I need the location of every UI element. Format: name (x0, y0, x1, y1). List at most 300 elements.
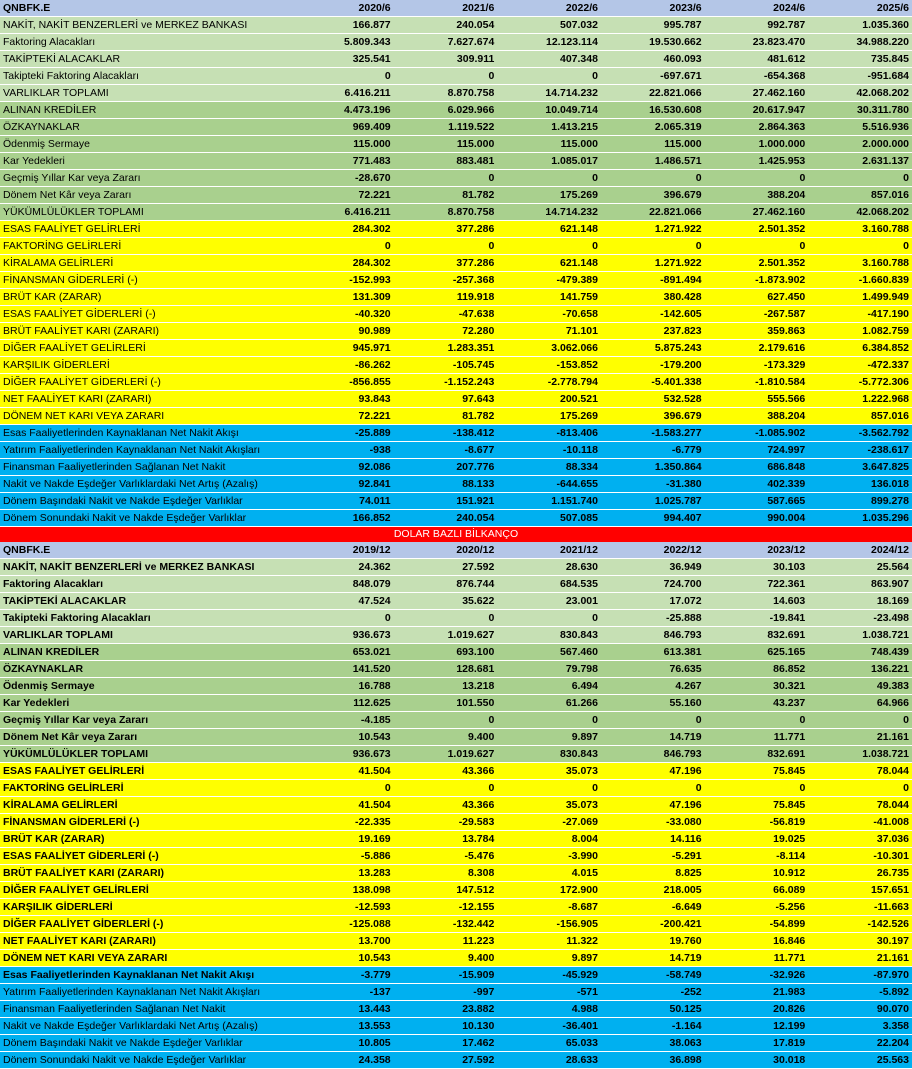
table-row (0, 51, 912, 68)
row-label: KARŞILIK GİDERLERİ (0, 899, 290, 916)
row-label: Ödenmiş Sermaye (0, 136, 290, 153)
row-value: 11.771 (705, 950, 809, 967)
row-value: 0 (497, 780, 601, 797)
row-value: 30.103 (705, 559, 809, 576)
row-label: Yatırım Faaliyetlerinden Kaynaklanan Net Nakit Akışları (0, 984, 290, 1001)
table-row (0, 442, 912, 459)
row-label: BRÜT KAR (ZARAR) (0, 289, 290, 306)
table-row (0, 374, 912, 391)
row-value: 2.501.352 (705, 221, 809, 238)
row-value: 10.805 (290, 1035, 394, 1052)
row-value: 13.700 (290, 933, 394, 950)
row-label: Geçmiş Yıllar Kar veya Zararı (0, 170, 290, 187)
table-row (0, 272, 912, 289)
row-value: 16.530.608 (601, 102, 705, 119)
row-value: 166.877 (290, 17, 394, 34)
row-value: 724.997 (705, 442, 809, 459)
row-value: 30.018 (705, 1052, 809, 1069)
row-value: 36.898 (601, 1052, 705, 1069)
row-value: 49.383 (808, 678, 912, 695)
row-value: 43.237 (705, 695, 809, 712)
row-value: 21.161 (808, 950, 912, 967)
row-value: 10.912 (705, 865, 809, 882)
row-value: 14.719 (601, 950, 705, 967)
row-value: -87.970 (808, 967, 912, 984)
row-value: 36.949 (601, 559, 705, 576)
row-value: 1.425.953 (705, 153, 809, 170)
row-value: 1.025.787 (601, 493, 705, 510)
table-row (0, 984, 912, 1001)
row-value: 284.302 (290, 255, 394, 272)
row-value: 9.897 (497, 729, 601, 746)
row-value: 325.541 (290, 51, 394, 68)
row-value: -1.164 (601, 1018, 705, 1035)
row-value: 735.845 (808, 51, 912, 68)
table-row (0, 425, 912, 442)
row-value: 19.530.662 (601, 34, 705, 51)
row-value: 41.504 (290, 763, 394, 780)
table-row (0, 391, 912, 408)
row-value: -3.779 (290, 967, 394, 984)
row-value: 71.101 (497, 323, 601, 340)
row-value: -8.114 (705, 848, 809, 865)
row-value: -267.587 (705, 306, 809, 323)
table-row (0, 204, 912, 221)
column-header: 2020/6 (290, 0, 394, 17)
row-value: 207.776 (394, 459, 498, 476)
row-value: 72.221 (290, 187, 394, 204)
row-value: -571 (497, 984, 601, 1001)
row-value: 748.439 (808, 644, 912, 661)
row-value: 240.054 (394, 510, 498, 527)
row-value: -6.779 (601, 442, 705, 459)
row-value: 0 (497, 712, 601, 729)
row-value: 101.550 (394, 695, 498, 712)
row-value: 4.267 (601, 678, 705, 695)
row-value: 1.283.351 (394, 340, 498, 357)
row-value: 97.643 (394, 391, 498, 408)
row-value: 17.819 (705, 1035, 809, 1052)
table-row (0, 678, 912, 695)
row-value: 969.409 (290, 119, 394, 136)
row-value: 5.516.936 (808, 119, 912, 136)
row-value: -32.926 (705, 967, 809, 984)
row-value: -56.819 (705, 814, 809, 831)
table-row (0, 34, 912, 51)
row-value: 407.348 (497, 51, 601, 68)
table-row (0, 916, 912, 933)
table-row (0, 644, 912, 661)
row-label: DİĞER FAALİYET GELİRLERİ (0, 882, 290, 899)
row-value: -1.583.277 (601, 425, 705, 442)
row-value: 0 (705, 712, 809, 729)
financial-table-try (0, 0, 912, 527)
row-value: 1.151.740 (497, 493, 601, 510)
row-value: -25.888 (601, 610, 705, 627)
row-value: 35.073 (497, 763, 601, 780)
table-row (0, 831, 912, 848)
row-value: 14.719 (601, 729, 705, 746)
row-value: 28.633 (497, 1052, 601, 1069)
row-value: 876.744 (394, 576, 498, 593)
row-value: -644.655 (497, 476, 601, 493)
row-value: -179.200 (601, 357, 705, 374)
row-value: 309.911 (394, 51, 498, 68)
row-label: FİNANSMAN GİDERLERİ (-) (0, 272, 290, 289)
row-value: 136.018 (808, 476, 912, 493)
section-banner: DOLAR BAZLI BİLKANÇO (0, 527, 912, 542)
row-value: -1.152.243 (394, 374, 498, 391)
table-row (0, 763, 912, 780)
row-value: 380.428 (601, 289, 705, 306)
row-value: 1.000.000 (705, 136, 809, 153)
row-value: 88.334 (497, 459, 601, 476)
row-value: 0 (705, 238, 809, 255)
row-value: 945.971 (290, 340, 394, 357)
table-row (0, 187, 912, 204)
row-value: 12.123.114 (497, 34, 601, 51)
row-label: NET FAALİYET KARI (ZARARI) (0, 933, 290, 950)
row-value: 8.308 (394, 865, 498, 882)
row-value: 61.266 (497, 695, 601, 712)
row-value: -138.412 (394, 425, 498, 442)
row-label: Esas Faaliyetlerinden Kaynaklanan Net Nakit Akışı (0, 425, 290, 442)
table-row (0, 289, 912, 306)
row-value: 66.089 (705, 882, 809, 899)
row-value: -125.088 (290, 916, 394, 933)
row-label: BRÜT FAALİYET KARI (ZARARI) (0, 323, 290, 340)
column-header: 2022/12 (601, 542, 705, 559)
row-value: 19.169 (290, 831, 394, 848)
row-label: KİRALAMA GELİRLERİ (0, 255, 290, 272)
row-value: -5.291 (601, 848, 705, 865)
row-value: -137 (290, 984, 394, 1001)
row-value: -891.494 (601, 272, 705, 289)
row-label: ESAS FAALİYET GİDERLERİ (-) (0, 848, 290, 865)
row-value: 64.966 (808, 695, 912, 712)
row-value: 8.004 (497, 831, 601, 848)
table-row (0, 238, 912, 255)
row-value: -10.301 (808, 848, 912, 865)
row-value: 138.098 (290, 882, 394, 899)
ticker-label: QNBFK.E (0, 0, 290, 17)
row-value: 8.870.758 (394, 204, 498, 221)
row-value: 200.521 (497, 391, 601, 408)
row-value: 23.001 (497, 593, 601, 610)
row-value: 43.366 (394, 797, 498, 814)
row-value: 90.989 (290, 323, 394, 340)
row-label: Nakit ve Nakde Eşdeğer Varlıklardaki Net Artış (Azalış) (0, 476, 290, 493)
row-value: 857.016 (808, 187, 912, 204)
row-value: 377.286 (394, 255, 498, 272)
row-value: 8.825 (601, 865, 705, 882)
row-value: 25.563 (808, 1052, 912, 1069)
column-header: 2021/12 (497, 542, 601, 559)
row-label: Ödenmiş Sermaye (0, 678, 290, 695)
table-row (0, 593, 912, 610)
row-value: 119.918 (394, 289, 498, 306)
row-value: 0 (808, 712, 912, 729)
row-value: -1.873.902 (705, 272, 809, 289)
row-label: DÖNEM NET KARI VEYA ZARARI (0, 408, 290, 425)
table-header-row (0, 0, 912, 17)
row-value: 994.407 (601, 510, 705, 527)
row-value: 1.271.922 (601, 255, 705, 272)
row-label: TAKİPTEKİ ALACAKLAR (0, 593, 290, 610)
row-value: 0 (601, 238, 705, 255)
row-value: -8.687 (497, 899, 601, 916)
row-label: ÖZKAYNAKLAR (0, 661, 290, 678)
row-value: 10.543 (290, 950, 394, 967)
row-value: 830.843 (497, 627, 601, 644)
row-value: 112.625 (290, 695, 394, 712)
row-value: 6.384.852 (808, 340, 912, 357)
row-value: 14.714.232 (497, 85, 601, 102)
row-value: -417.190 (808, 306, 912, 323)
row-value: 38.063 (601, 1035, 705, 1052)
row-value: -40.320 (290, 306, 394, 323)
row-value: 625.165 (705, 644, 809, 661)
row-value: 2.501.352 (705, 255, 809, 272)
row-value: 848.079 (290, 576, 394, 593)
row-value: 0 (601, 712, 705, 729)
row-value: 81.782 (394, 187, 498, 204)
table-body (0, 559, 912, 1069)
row-value: -2.778.794 (497, 374, 601, 391)
table-row (0, 1001, 912, 1018)
row-value: -997 (394, 984, 498, 1001)
row-value: 693.100 (394, 644, 498, 661)
row-value: 1.413.215 (497, 119, 601, 136)
row-value: 621.148 (497, 255, 601, 272)
row-value: -47.638 (394, 306, 498, 323)
row-value: 3.358 (808, 1018, 912, 1035)
row-value: 27.592 (394, 1052, 498, 1069)
row-label: Geçmiş Yıllar Kar veya Zararı (0, 712, 290, 729)
table-row (0, 729, 912, 746)
row-value: 13.283 (290, 865, 394, 882)
row-value: 722.361 (705, 576, 809, 593)
row-value: 2.864.363 (705, 119, 809, 136)
row-value: 555.566 (705, 391, 809, 408)
row-value: 93.843 (290, 391, 394, 408)
row-value: 1.038.721 (808, 627, 912, 644)
row-label: ESAS FAALİYET GELİRLERİ (0, 763, 290, 780)
row-value: -86.262 (290, 357, 394, 374)
row-value: 3.062.066 (497, 340, 601, 357)
row-label: FİNANSMAN GİDERLERİ (-) (0, 814, 290, 831)
row-value: 7.627.674 (394, 34, 498, 51)
row-value: -252 (601, 984, 705, 1001)
row-value: 35.622 (394, 593, 498, 610)
table-row (0, 695, 912, 712)
row-label: FAKTORİNG GELİRLERİ (0, 780, 290, 797)
row-label: TAKİPTEKİ ALACAKLAR (0, 51, 290, 68)
row-value: 686.848 (705, 459, 809, 476)
row-label: BRÜT KAR (ZARAR) (0, 831, 290, 848)
row-label: Finansman Faaliyetlerinden Sağlanan Net Nakit (0, 459, 290, 476)
row-value: -238.617 (808, 442, 912, 459)
table-row (0, 797, 912, 814)
row-value: -54.899 (705, 916, 809, 933)
column-header: 2019/12 (290, 542, 394, 559)
row-value: -10.118 (497, 442, 601, 459)
row-value: 28.630 (497, 559, 601, 576)
column-header: 2023/12 (705, 542, 809, 559)
row-label: Faktoring Alacakları (0, 34, 290, 51)
row-value: 34.988.220 (808, 34, 912, 51)
row-value: 14.714.232 (497, 204, 601, 221)
row-value: 9.897 (497, 950, 601, 967)
row-value: 240.054 (394, 17, 498, 34)
row-value: 0 (808, 170, 912, 187)
table-row (0, 746, 912, 763)
row-label: VARLIKLAR TOPLAMI (0, 85, 290, 102)
row-value: 1.271.922 (601, 221, 705, 238)
row-value: 35.073 (497, 797, 601, 814)
row-value: 0 (394, 238, 498, 255)
row-value: 90.070 (808, 1001, 912, 1018)
row-value: -5.886 (290, 848, 394, 865)
row-value: 388.204 (705, 187, 809, 204)
table-row (0, 576, 912, 593)
row-label: BRÜT FAALİYET KARI (ZARARI) (0, 865, 290, 882)
row-value: -5.476 (394, 848, 498, 865)
row-value: -257.368 (394, 272, 498, 289)
row-value: 684.535 (497, 576, 601, 593)
row-value: -19.841 (705, 610, 809, 627)
row-value: 0 (808, 780, 912, 797)
row-value: -156.905 (497, 916, 601, 933)
row-value: -153.852 (497, 357, 601, 374)
row-value: 27.592 (394, 559, 498, 576)
row-value: 20.617.947 (705, 102, 809, 119)
row-value: -856.855 (290, 374, 394, 391)
column-header: 2024/6 (705, 0, 809, 17)
row-value: 1.119.522 (394, 119, 498, 136)
row-value: 830.843 (497, 746, 601, 763)
row-value: 75.845 (705, 763, 809, 780)
row-value: -11.663 (808, 899, 912, 916)
row-value: -5.892 (808, 984, 912, 1001)
row-label: DİĞER FAALİYET GİDERLERİ (-) (0, 916, 290, 933)
column-header: 2023/6 (601, 0, 705, 17)
row-value: 20.826 (705, 1001, 809, 1018)
row-value: 832.691 (705, 627, 809, 644)
row-value: -70.658 (497, 306, 601, 323)
row-value: 995.787 (601, 17, 705, 34)
table-row (0, 153, 912, 170)
row-value: -105.745 (394, 357, 498, 374)
row-value: 13.553 (290, 1018, 394, 1035)
row-value: -152.993 (290, 272, 394, 289)
row-value: 78.044 (808, 797, 912, 814)
row-value: 846.793 (601, 627, 705, 644)
row-value: 6.416.211 (290, 85, 394, 102)
row-label: Dönem Başındaki Nakit ve Nakde Eşdeğer Varlıklar (0, 1035, 290, 1052)
row-value: 936.673 (290, 627, 394, 644)
row-label: DİĞER FAALİYET GELİRLERİ (0, 340, 290, 357)
row-value: 13.784 (394, 831, 498, 848)
row-value: 3.160.788 (808, 255, 912, 272)
row-value: 18.169 (808, 593, 912, 610)
row-value: 131.309 (290, 289, 394, 306)
table-row (0, 610, 912, 627)
row-value: -142.526 (808, 916, 912, 933)
row-value: 9.400 (394, 729, 498, 746)
row-value: 1.350.864 (601, 459, 705, 476)
row-value: 237.823 (601, 323, 705, 340)
table-row (0, 408, 912, 425)
table-row (0, 967, 912, 984)
row-value: -200.421 (601, 916, 705, 933)
row-value: 4.015 (497, 865, 601, 882)
row-value: 0 (394, 712, 498, 729)
row-value: 92.841 (290, 476, 394, 493)
row-value: -951.684 (808, 68, 912, 85)
row-value: 396.679 (601, 187, 705, 204)
row-value: 6.029.966 (394, 102, 498, 119)
row-value: 1.085.017 (497, 153, 601, 170)
row-value: 396.679 (601, 408, 705, 425)
row-value: 16.846 (705, 933, 809, 950)
row-value: 19.025 (705, 831, 809, 848)
row-label: ALINAN KREDİLER (0, 102, 290, 119)
row-value: 115.000 (497, 136, 601, 153)
row-label: YÜKÜMLÜLÜKLER TOPLAMI (0, 746, 290, 763)
row-value: -472.337 (808, 357, 912, 374)
row-value: 0 (601, 780, 705, 797)
row-value: -1.085.902 (705, 425, 809, 442)
row-value: 0 (601, 170, 705, 187)
row-value: 79.798 (497, 661, 601, 678)
row-value: 10.543 (290, 729, 394, 746)
table-row (0, 1018, 912, 1035)
row-value: 74.011 (290, 493, 394, 510)
row-value: 3.647.825 (808, 459, 912, 476)
table-row (0, 119, 912, 136)
row-value: 0 (497, 610, 601, 627)
row-value: 76.635 (601, 661, 705, 678)
row-value: 27.462.160 (705, 85, 809, 102)
row-value: -33.080 (601, 814, 705, 831)
row-value: 13.218 (394, 678, 498, 695)
row-label: Dönem Sonundaki Nakit ve Nakde Eşdeğer Varlıklar (0, 1052, 290, 1069)
row-value: 218.005 (601, 882, 705, 899)
row-value: 72.221 (290, 408, 394, 425)
row-value: 6.494 (497, 678, 601, 695)
row-label: Takipteki Faktoring Alacakları (0, 68, 290, 85)
row-value: 11.322 (497, 933, 601, 950)
row-label: Finansman Faaliyetlerinden Sağlanan Net Nakit (0, 1001, 290, 1018)
table-row (0, 459, 912, 476)
row-value: 14.116 (601, 831, 705, 848)
row-value: -5.256 (705, 899, 809, 916)
row-value: -12.155 (394, 899, 498, 916)
row-label: Esas Faaliyetlerinden Kaynaklanan Net Nakit Akışı (0, 967, 290, 984)
row-value: 30.321 (705, 678, 809, 695)
row-value: -132.442 (394, 916, 498, 933)
table-row (0, 323, 912, 340)
row-value: 11.223 (394, 933, 498, 950)
row-value: 151.921 (394, 493, 498, 510)
row-label: Yatırım Faaliyetlerinden Kaynaklanan Net Nakit Akışları (0, 442, 290, 459)
row-value: -23.498 (808, 610, 912, 627)
row-value: 81.782 (394, 408, 498, 425)
row-value: 1.082.759 (808, 323, 912, 340)
row-value: 377.286 (394, 221, 498, 238)
row-value: 10.130 (394, 1018, 498, 1035)
